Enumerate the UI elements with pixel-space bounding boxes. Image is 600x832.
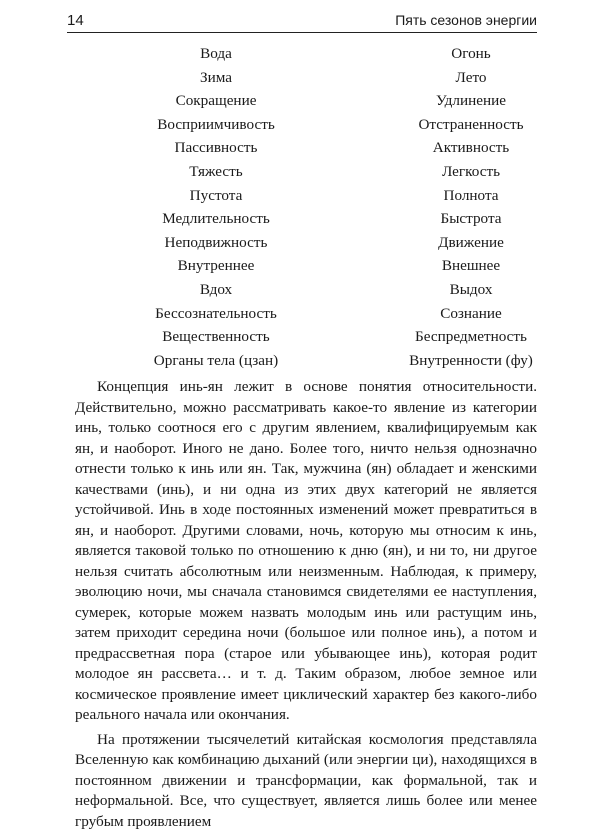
pair-yang: Быстрота [381,207,561,230]
pair-yin: Пустота [123,184,309,207]
pair-yin: Вдох [123,278,309,301]
pair-yang: Беспредметность [381,325,561,348]
pair-yin: Зима [123,66,309,89]
pair-row [67,325,537,349]
pair-yang: Сознание [381,302,561,325]
pair-yin: Неподвижность [123,231,309,254]
pair-row [67,184,537,208]
body-text [75,377,537,832]
pair-yin: Бессознательность [123,302,309,325]
pair-row [67,113,537,137]
pair-yin: Органы тела (цзан) [123,349,309,372]
pair-row [67,136,537,160]
yin-yang-pairs-list [67,42,537,372]
pair-row [67,89,537,113]
pair-yin: Вещественность [123,325,309,348]
pair-yang: Движение [381,231,561,254]
pair-yang: Удлинение [381,89,561,112]
pair-yin: Тяжесть [123,160,309,183]
page-header [67,10,537,33]
pair-row [67,207,537,231]
pair-yang: Полнота [381,184,561,207]
pair-row [67,278,537,302]
pair-yang: Огонь [381,42,561,65]
pair-row [67,254,537,278]
pair-yang: Отстраненность [381,113,561,136]
pair-yin: Внутреннее [123,254,309,277]
pair-yin: Пассивность [123,136,309,159]
pair-row [67,66,537,90]
pair-yang: Лето [381,66,561,89]
pair-yin: Сокращение [123,89,309,112]
pair-yang: Внутренности (фу) [381,349,561,372]
pair-row [67,160,537,184]
pair-yang: Активность [381,136,561,159]
pair-row [67,302,537,326]
pair-yin: Медлительность [123,207,309,230]
paragraph-cosmology: На протяжении тысячелетий китайская космология представляла Вселенную как комбинацию дыханий (или энергии ци), находящихся в постоянном движении и трансформации, как формальной, так и неформальной. Все, что существует, является лишь более или менее грубым проявлением [75,730,537,832]
paragraph-relativity: Концепция инь-ян лежит в основе понятия относительности. Действительно, можно рассматривать какое-то явление из категории инь, только соотнося его с другим явлением, квалифицируемым как ян, и наоборот. Иного не дано. Более того, ничто нельзя однозначно отнести только к инь или ян. Так, мужчина (ян) обладает и женскими качествами (инь), и ни одна из этих двух категорий не является устойчивой. Инь в ходе постоянных изменений может превратиться в ян, и наоборот. Другими словами, ночь, которую мы относим к инь, является таковой только по отношению к дню (ян), и ни то, ни другое нельзя считать абсолютным или неизменным. Наблюдая, к примеру, эволюцию ночи, мы сначала становимся свидетелями ее наступления, сумерек, которые можем назвать молодым инь или растущим инь, затем приходит середина ночи (большое или полное инь), а потом и предрассветная пора (старое или убывающее инь), которая родит молодое ян рассвета… и т. д. Таким образом, любое земное или космическое проявление имеет циклический характер без какого-либо реального начала или окончания. [75,377,537,726]
pair-row [67,349,537,373]
pair-yin: Вода [123,42,309,65]
pair-yang: Внешнее [381,254,561,277]
page-number: 14 [67,12,84,29]
pair-row [67,42,537,66]
pair-yang: Выдох [381,278,561,301]
pair-row [67,231,537,255]
pair-yang: Легкость [381,160,561,183]
pair-yin: Восприимчивость [123,113,309,136]
running-title: Пять сезонов энергии [395,12,537,28]
